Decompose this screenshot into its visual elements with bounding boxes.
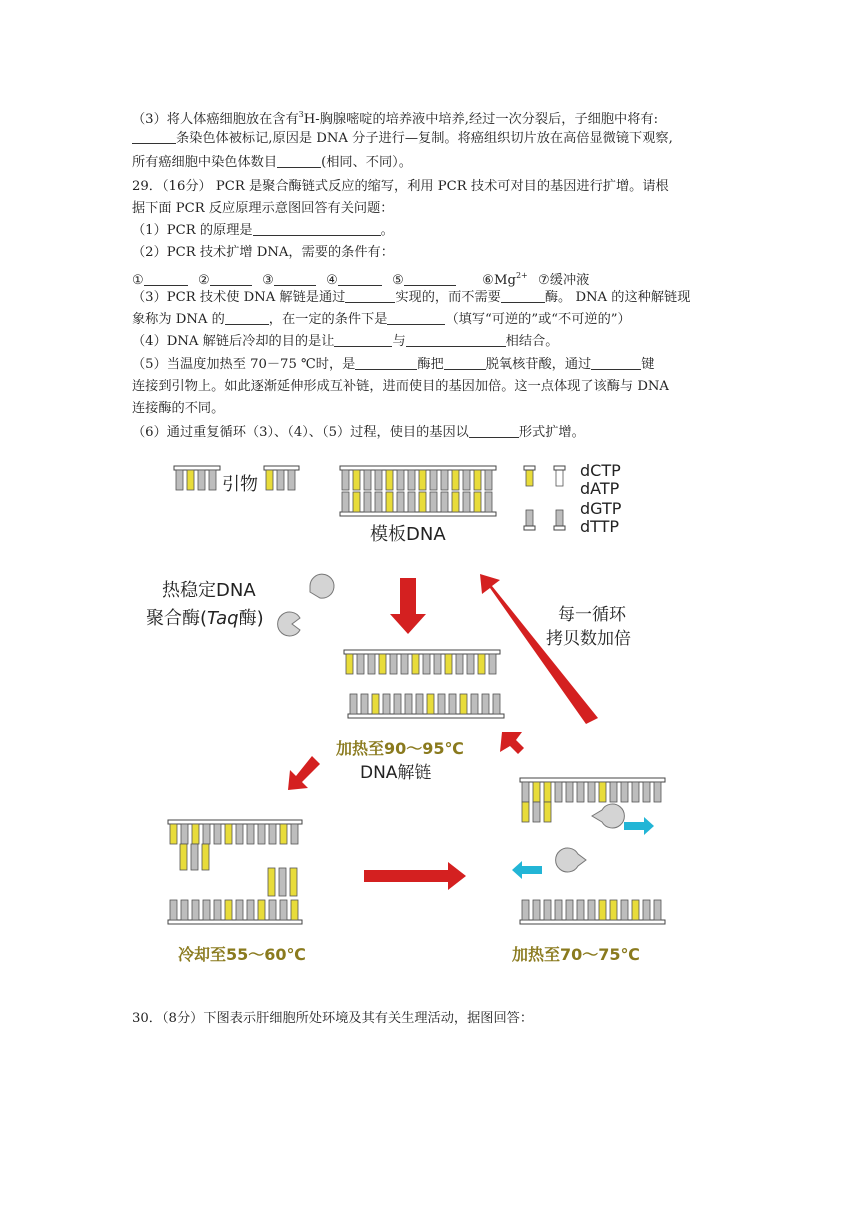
q28-line1 — [132, 104, 750, 131]
q29-header-text: 29．（16分） PCR 是聚合酶链式反应的缩写，利用 PCR 技术可对目的基因进行扩增。请根 — [132, 179, 669, 194]
nucleotide — [225, 824, 232, 844]
q29-part3 — [132, 287, 750, 309]
nucleotide — [526, 510, 533, 528]
q29-text: （2）PCR 技术扩增 DNA，需要的条件有： — [132, 245, 394, 260]
nucleotide — [556, 510, 563, 528]
cond-1: ① — [132, 273, 144, 288]
q28-text: H-胸腺嘧啶的培养液中培养,经过一次分裂后，子细胞中将有: — [303, 112, 659, 127]
nucleotide — [632, 782, 639, 802]
q29-part3b — [132, 309, 750, 331]
cond-4: ④ — [326, 273, 338, 288]
q29-text: ，在一定的条件下是 — [268, 312, 388, 327]
denature-label: DNA解链 — [360, 763, 432, 783]
nucleotide — [236, 900, 243, 920]
q29-text: （5）当温度加热至 70－75 ℃时，是 — [132, 357, 356, 372]
nucleotide — [353, 492, 360, 512]
backbone — [168, 820, 302, 824]
nucleotide — [522, 782, 529, 802]
nucleotide — [438, 694, 445, 714]
nucleotide — [375, 470, 382, 490]
heat-denature-label: 加热至90～95℃ — [336, 739, 464, 758]
nucleotide — [408, 492, 415, 512]
nucleotide — [460, 694, 467, 714]
answer-blank[interactable] — [345, 288, 395, 303]
nucleotide — [209, 470, 216, 490]
nucleotide — [474, 492, 481, 512]
answer-blank[interactable] — [225, 310, 269, 325]
nucleotide — [386, 492, 393, 512]
nucleotide — [533, 782, 540, 802]
nucleotide — [588, 782, 595, 802]
nucleotide — [291, 900, 298, 920]
dntp-label: dATP — [580, 479, 620, 498]
nucleotide — [632, 900, 639, 920]
nucleotide — [449, 694, 456, 714]
nucleotide — [482, 694, 489, 714]
nucleotide — [419, 470, 426, 490]
q29-part4 — [132, 331, 750, 353]
q29-text: 脱氧核苷酸，通过 — [485, 357, 592, 372]
nucleotide — [485, 492, 492, 512]
q29-text: （6）通过重复循环（3）、（4）、（5）过程，使目的基因以 — [132, 425, 469, 440]
nucleotide — [405, 694, 412, 714]
q29-header2 — [132, 198, 750, 220]
q28-text: 所有癌细胞中染色体数目 — [132, 155, 278, 170]
backbone — [168, 920, 302, 924]
nucleotide — [474, 470, 481, 490]
nucleotide — [180, 844, 187, 870]
nucleotide — [456, 654, 463, 674]
nucleotide — [643, 782, 650, 802]
nucleotide — [277, 470, 284, 490]
nucleotide — [430, 470, 437, 490]
nucleotide — [266, 470, 273, 490]
cond-2: ② — [198, 273, 210, 288]
nucleotide — [214, 824, 221, 844]
nucleotide — [280, 900, 287, 920]
q29-text: 。 — [380, 223, 394, 238]
nucleotide — [643, 900, 650, 920]
answer-blank[interactable] — [591, 355, 641, 370]
nucleotide — [412, 654, 419, 674]
q29-text: 连接到引物上。如此逐渐延伸形成互补链，进而使目的基因加倍。这一点体现了该酶与 DNA — [132, 379, 669, 394]
polymerase-icon — [556, 848, 586, 872]
nucleotide — [621, 900, 628, 920]
backbone — [524, 466, 535, 470]
nucleotide — [214, 900, 221, 920]
cycle-label: 拷贝数加倍 — [546, 629, 631, 649]
nucleotide — [258, 824, 265, 844]
nucleotide — [353, 470, 360, 490]
cond-3: ③ — [262, 273, 274, 288]
polymerase-icon — [592, 804, 624, 828]
nucleotide — [427, 694, 434, 714]
answer-blank[interactable] — [253, 221, 381, 236]
answer-blank[interactable] — [132, 129, 176, 144]
answer-blank[interactable] — [274, 271, 316, 286]
q28-text: 条染色体被标记,原因是 DNA 分子进行—复制。将癌组织切片放在高倍显微镜下观察, — [176, 131, 673, 146]
answer-blank[interactable] — [501, 288, 545, 303]
nucleotide — [566, 900, 573, 920]
nucleotide — [364, 492, 371, 512]
nucleotide — [170, 824, 177, 844]
nucleotide — [269, 900, 276, 920]
nucleotide — [291, 824, 298, 844]
q29-text: 与 — [392, 334, 406, 349]
nucleotide — [394, 694, 401, 714]
nucleotide — [176, 470, 183, 490]
primer-label: 引物 — [222, 474, 258, 495]
nucleotide — [346, 654, 353, 674]
answer-blank[interactable] — [404, 271, 456, 286]
q29-header — [132, 176, 750, 198]
nucleotide — [654, 782, 661, 802]
nucleotide — [544, 802, 551, 822]
q28-line2 — [132, 128, 750, 150]
answer-blank[interactable] — [406, 332, 506, 347]
nucleotide — [269, 824, 276, 844]
nucleotide — [434, 654, 441, 674]
answer-blank[interactable] — [355, 355, 417, 370]
dntp-label: dTTP — [580, 517, 620, 536]
nucleotide — [463, 470, 470, 490]
nucleotide — [599, 900, 606, 920]
nucleotide — [203, 900, 210, 920]
nucleotide — [397, 470, 404, 490]
nucleotide — [441, 492, 448, 512]
nucleotide — [654, 900, 661, 920]
nucleotide — [350, 694, 357, 714]
arrow-down-left-icon — [288, 756, 320, 790]
backbone — [348, 714, 504, 718]
pcr-diagram — [146, 458, 680, 978]
nucleotide — [181, 900, 188, 920]
nucleotide — [258, 900, 265, 920]
answer-blank[interactable] — [387, 310, 445, 325]
enzyme-label-taq: Taq — [207, 608, 239, 629]
nucleotide — [485, 470, 492, 490]
q29-part1 — [132, 220, 750, 242]
nucleotide — [390, 654, 397, 674]
backbone — [520, 778, 665, 782]
nucleotide — [526, 468, 533, 486]
nucleotide — [203, 824, 210, 844]
nucleotide — [610, 900, 617, 920]
q29-text: （3）PCR 技术使 DNA 解链是通过 — [132, 290, 346, 305]
arrow-right-icon — [364, 862, 466, 890]
q29-text: （1）PCR 的原理是 — [132, 223, 253, 238]
enzyme-label-text: 酶) — [238, 608, 264, 629]
answer-blank[interactable] — [469, 423, 519, 438]
nucleotide — [342, 470, 349, 490]
nucleotide — [621, 782, 628, 802]
nucleotide — [478, 654, 485, 674]
nucleotide — [170, 900, 177, 920]
q30-text: 30．（8分）下图表示肝细胞所处环境及其有关生理活动，据图回答： — [132, 1011, 534, 1026]
nucleotide — [419, 492, 426, 512]
q29-text: （填写“可逆的”或“不可逆的”） — [445, 312, 631, 327]
backbone — [554, 466, 565, 470]
q29-header-text: 据下面 PCR 反应原理示意图回答有关问题： — [132, 201, 394, 216]
nucleotide — [445, 654, 452, 674]
q28-text: (相同、不同）。 — [321, 155, 412, 170]
nucleotide — [533, 900, 540, 920]
cool-label: 冷却至55～60℃ — [178, 945, 306, 964]
nucleotide — [397, 492, 404, 512]
nucleotide — [247, 900, 254, 920]
backbone — [524, 526, 535, 530]
nucleotide — [555, 782, 562, 802]
nucleotide — [386, 470, 393, 490]
nucleotide — [401, 654, 408, 674]
q29-text: 酶把 — [417, 357, 444, 372]
nucleotide — [555, 900, 562, 920]
q29-part2 — [132, 242, 750, 264]
nucleotide — [467, 654, 474, 674]
nucleotide — [544, 900, 551, 920]
isotope-sup: 3 — [298, 110, 304, 119]
nucleotide — [192, 824, 199, 844]
answer-blank[interactable] — [334, 332, 392, 347]
nucleotide — [452, 470, 459, 490]
dntp-label: dGTP — [580, 499, 622, 518]
nucleotide — [236, 824, 243, 844]
q29-text: 象称为 DNA 的 — [132, 312, 225, 327]
mg-sup: 2+ — [515, 271, 528, 280]
nucleotide — [577, 900, 584, 920]
answer-blank[interactable] — [210, 271, 252, 286]
backbone — [520, 920, 665, 924]
backbone — [340, 466, 496, 470]
enzyme-label: 热稳定DNA — [162, 580, 256, 601]
nucleotide — [493, 694, 500, 714]
backbone — [264, 466, 299, 470]
nucleotide — [463, 492, 470, 512]
q28-text: （3）将人体癌细胞放在含有 — [132, 112, 299, 127]
q29-text: 键 — [641, 357, 655, 372]
nucleotide — [577, 782, 584, 802]
q29-text: （4）DNA 解链后冷却的目的是让 — [132, 334, 335, 349]
answer-blank[interactable] — [444, 355, 486, 370]
template-label: 模板DNA — [370, 524, 446, 545]
nucleotide — [452, 492, 459, 512]
q29-part6 — [132, 422, 750, 444]
nucleotide — [416, 694, 423, 714]
nucleotide — [361, 694, 368, 714]
nucleotide — [522, 900, 529, 920]
nucleotide — [489, 654, 496, 674]
polymerase-icon — [278, 612, 300, 636]
nucleotide — [533, 802, 540, 822]
nucleotide — [368, 654, 375, 674]
nucleotide — [408, 470, 415, 490]
q29-part5b — [132, 376, 750, 398]
nucleotide — [290, 868, 297, 896]
nucleotide — [556, 468, 563, 486]
polymerase-icon — [310, 574, 334, 598]
backbone — [174, 466, 220, 470]
arrow-down-icon — [390, 578, 426, 634]
answer-blank[interactable] — [277, 153, 321, 168]
nucleotide — [247, 824, 254, 844]
extend-label: 加热至70～75℃ — [512, 945, 640, 964]
nucleotide — [379, 654, 386, 674]
nucleotide — [375, 492, 382, 512]
dntp-label: dCTP — [580, 461, 621, 480]
backbone — [554, 526, 565, 530]
arrow-left-icon — [512, 861, 542, 879]
backbone — [340, 512, 496, 516]
q29-text: 连接酶的不同。 — [132, 401, 225, 416]
nucleotide — [522, 802, 529, 822]
nucleotide — [198, 470, 205, 490]
q28-line3 — [132, 152, 750, 174]
nucleotide — [383, 694, 390, 714]
nucleotide — [610, 782, 617, 802]
backbone — [344, 650, 500, 654]
nucleotide — [181, 824, 188, 844]
nucleotide — [192, 900, 199, 920]
cond-7: ⑦缓冲液 — [537, 273, 590, 288]
nucleotide — [280, 824, 287, 844]
nucleotide — [268, 868, 275, 896]
enzyme-label — [146, 608, 264, 629]
q30-header — [132, 1008, 750, 1030]
nucleotide — [471, 694, 478, 714]
cond-6: ⑥Mg — [482, 273, 516, 288]
q29-part5 — [132, 354, 750, 376]
answer-blank[interactable] — [338, 271, 382, 286]
q29-text: 酶。 DNA 的这种解链现 — [544, 290, 691, 305]
arrow-up-left-icon — [500, 732, 524, 754]
nucleotide — [357, 654, 364, 674]
nucleotide — [187, 470, 194, 490]
nucleotide — [191, 844, 198, 870]
nucleotide — [588, 900, 595, 920]
nucleotide — [430, 492, 437, 512]
nucleotide — [441, 470, 448, 490]
q29-text: 实现的，而不需要 — [395, 290, 501, 305]
nucleotide — [364, 470, 371, 490]
nucleotide — [372, 694, 379, 714]
q29-text: 相结合。 — [505, 334, 559, 349]
enzyme-label-text: 聚合酶( — [146, 608, 208, 629]
nucleotide — [202, 844, 209, 870]
q29-part5c — [132, 398, 750, 420]
nucleotide — [342, 492, 349, 512]
nucleotide — [288, 470, 295, 490]
cycle-label: 每一循环 — [558, 605, 626, 625]
nucleotide — [544, 782, 551, 802]
arrow-right-icon — [624, 817, 654, 835]
nucleotide — [225, 900, 232, 920]
answer-blank[interactable] — [144, 271, 188, 286]
q29-text: 形式扩增。 — [518, 425, 585, 440]
nucleotide — [599, 782, 606, 802]
nucleotide — [423, 654, 430, 674]
nucleotide — [566, 782, 573, 802]
nucleotide — [279, 868, 286, 896]
cond-5: ⑤ — [392, 273, 404, 288]
